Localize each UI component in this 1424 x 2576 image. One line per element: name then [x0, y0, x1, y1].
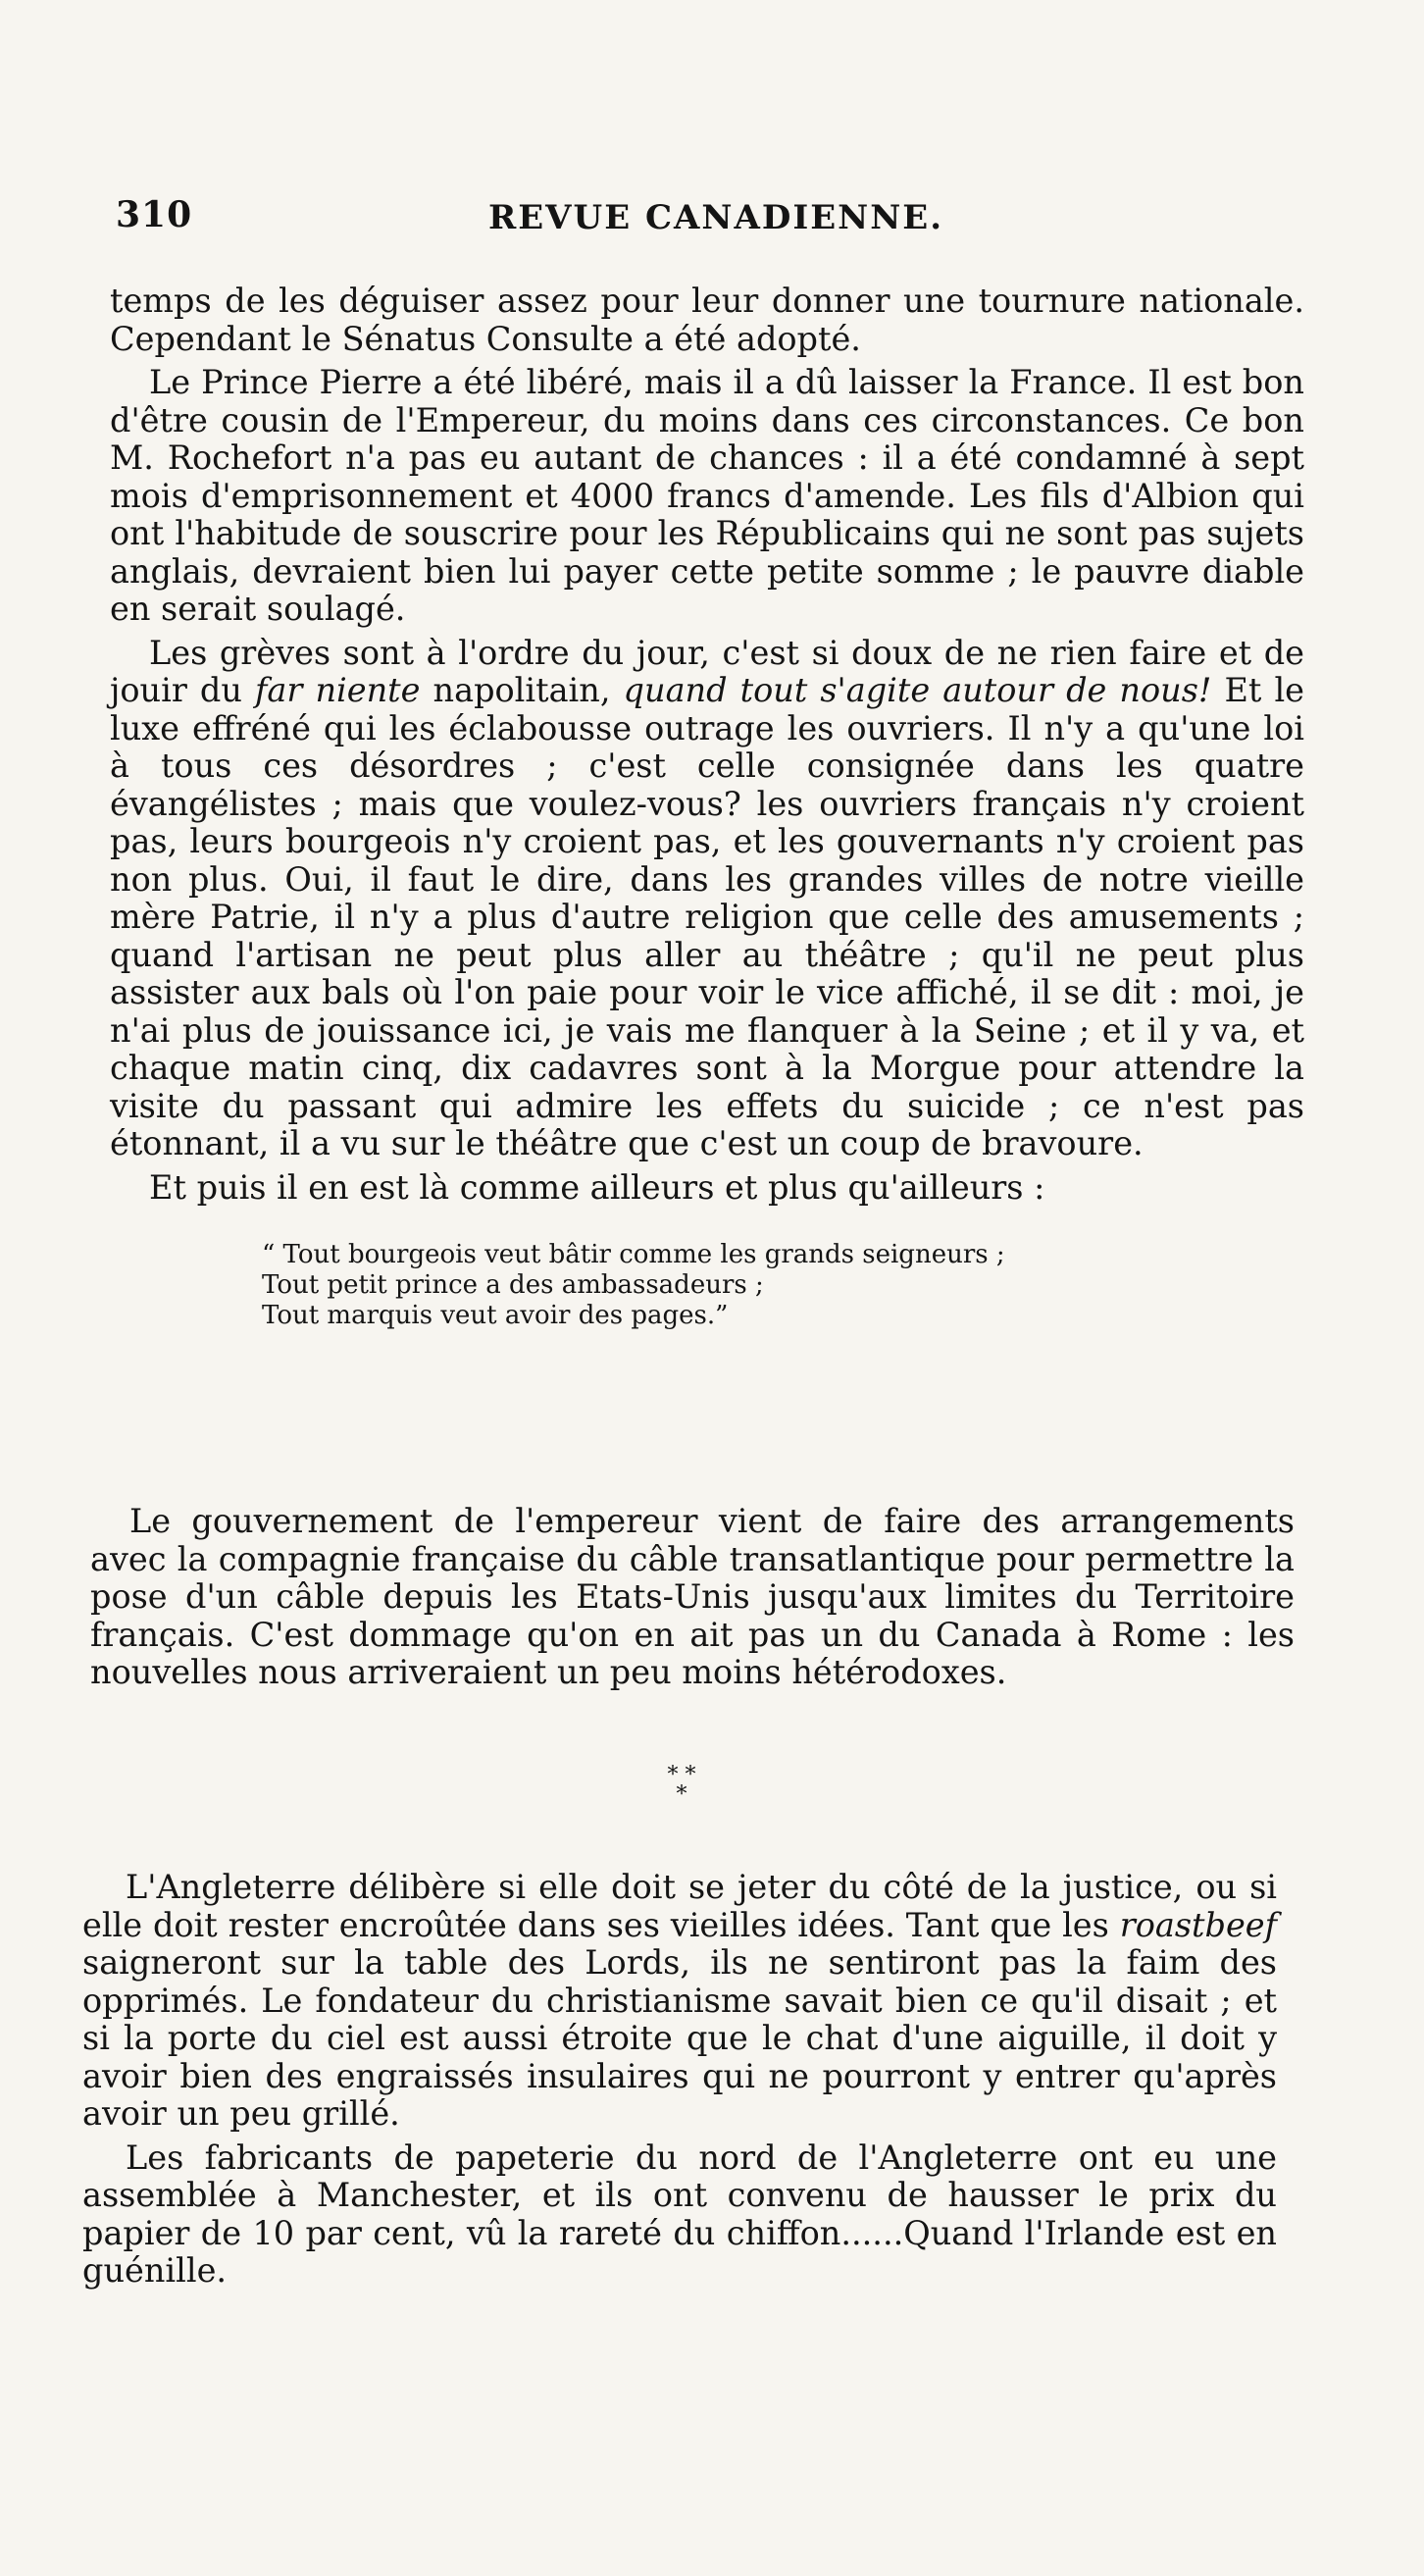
text-span: L'Angleterre délibère si elle doit se jeter du côté de la justice, ou si elle doit rester encroûtée dans ses vieilles idées. Tant que les	[82, 1868, 1277, 1944]
body-text-bottom	[82, 1869, 1277, 2291]
italic-phrase: quand tout s'agite autour de nous!	[623, 671, 1212, 709]
section-asterism	[647, 1763, 716, 1821]
running-title: REVUE CANADIENNE.	[488, 198, 944, 237]
text-span: saigneront sur la table des Lords, ils ne sentiront pas la faim des opprimés. Le fondateur du christianisme savait bien ce qu'il disait ; et si la porte du ciel est aussi étroite que le chat d'une aiguille, il doit y avoir bien des engraissés insulaires qui ne pourront y entrer qu'après avoir un peu grillé.	[82, 1943, 1277, 2133]
quote-line: “ Tout bourgeois veut bâtir comme les grands seigneurs ;	[262, 1240, 1005, 1269]
quote-line: Tout petit prince a des ambassadeurs ;	[262, 1270, 764, 1300]
asterism-bottom: *	[676, 1782, 687, 1807]
verse-quote	[262, 1240, 1304, 1331]
paragraph-greves	[110, 635, 1304, 1163]
page-number: 310	[116, 194, 193, 235]
paragraph-continuation: temps de les déguiser assez pour leur donner une tournure nationale. Cependant le Sénatus Consulte a été adopté.	[110, 282, 1304, 358]
paragraph-england	[82, 1869, 1277, 2134]
paragraph-paper: Les fabricants de papeterie du nord de l'Angleterre ont eu une assemblée à Manchester, et ils ont convenu de hausser le prix du papier de 10 par cent, vû la rareté du chiffon......Quand l'Irlande est en guénille.	[82, 2138, 1277, 2290]
paragraph-cable: Le gouvernement de l'empereur vient de faire des arrangements avec la compagnie française du câble transatlantique pour permettre la pose d'un câble depuis les Etats-Unis jusqu'aux limites du Territoire français. C'est dommage qu'on en ait pas un du Canada à Rome : les nouvelles nous arriveraient un peu moins hétérodoxes.	[90, 1502, 1295, 1691]
paragraph-intro-quote: Et puis il en est là comme ailleurs et plus qu'ailleurs :	[149, 1167, 1045, 1207]
body-text-top	[110, 283, 1304, 1365]
page-header	[116, 194, 1312, 253]
quote-line: Tout marquis veut avoir des pages.”	[262, 1301, 729, 1330]
asterism-top: * *	[667, 1763, 696, 1787]
italic-word: roastbeef	[1119, 1905, 1277, 1944]
italic-phrase: far niente	[255, 671, 421, 709]
text-span: napolitain,	[420, 671, 624, 709]
text-span: Et le luxe effréné qui les éclabousse outrage les ouvriers. Il n'y a qu'une loi à tous ces désordres ; c'est celle consignée dans les quatre évangélistes ; mais que voulez-vous? les ouvriers français n'y croient pas, leurs bourgeois n'y croient pas, et les gouvernants n'y croient pas non plus. Oui, il faut le dire, dans les grandes villes de notre vieille mère Patrie, il n'y a plus d'autre religion que celle des amusements ; quand l'artisan ne peut plus aller au théâtre ; qu'il ne peut plus assister aux bals où l'on paie pour voir le vice affiché, il se dit : moi, je n'ai plus de jouissance ici, je vais me flanquer à la Seine ; et il y va, et chaque matin cinq, dix cadavres sont à la Morgue pour attendre la visite du passant qui admire les effets du suicide ; ce n'est pas étonnant, il a vu sur le théâtre que c'est un coup de bravoure.	[110, 671, 1304, 1162]
text-span: Les grèves sont à l'ordre du jour, c'est si doux de ne rien faire et de jouir du	[110, 633, 1304, 709]
body-text-cable	[90, 1503, 1295, 1692]
paragraph-prince-pierre: Le Prince Pierre a été libéré, mais il a dû laisser la France. Il est bon d'être cousin de l'Empereur, du moins dans ces circonstances. Ce bon M. Rochefort n'a pas eu autant de chances : il a été condamné à sept mois d'emprisonnement et 4000 francs d'amende. Les fils d'Albion qui ont l'habitude de souscrire pour les Républicains qui ne sont pas sujets anglais, devraient bien lui payer cette petite somme ; le pauvre diable en serait soulagé.	[110, 363, 1304, 628]
